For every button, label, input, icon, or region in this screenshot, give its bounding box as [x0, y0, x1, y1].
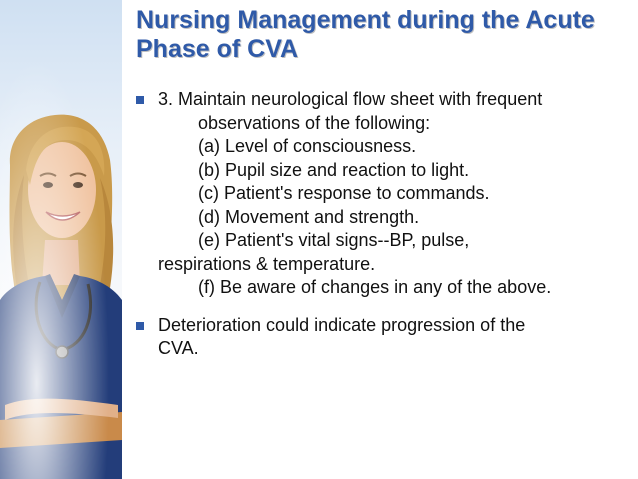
bullet-item-1: [132, 88, 632, 300]
bullet-spacer: [132, 300, 632, 314]
title-line-1: Nursing Management during the Acute: [136, 6, 595, 34]
bullet-1-line-7: (e) Patient's vital signs--BP, pulse,: [198, 230, 470, 250]
bullet-1-line-1: 3. Maintain neurological flow sheet with frequent: [158, 89, 543, 109]
bullet-1-line-2: observations of the following:: [198, 112, 431, 133]
square-bullet-icon: [136, 96, 144, 104]
photo-background: [0, 0, 122, 479]
bullet-2-line-1: Deterioration could indicate progression of the: [158, 314, 526, 335]
bullet-1-line-5: (c) Patient's response to commands.: [198, 183, 490, 203]
bullet-2-line-2: CVA.: [158, 338, 199, 358]
bullet-1-line-6: (d) Movement and strength.: [198, 206, 420, 227]
bullet-1-line-4: (b) Pupil size and reaction to light.: [198, 159, 470, 180]
bullet-item-2: [132, 314, 632, 361]
title-line-2: Phase of CVA: [136, 35, 299, 63]
bullet-1-line-3: (a) Level of consciousness.: [198, 136, 417, 156]
square-bullet-icon: [136, 322, 144, 330]
bullet-1-line-9: (f) Be aware of changes in any of the above.: [198, 277, 552, 297]
slide-body: [132, 88, 632, 361]
slide-title: [136, 6, 631, 64]
nurse-photo: [0, 0, 122, 479]
bullet-1-line-8: respirations & temperature.: [158, 253, 376, 274]
